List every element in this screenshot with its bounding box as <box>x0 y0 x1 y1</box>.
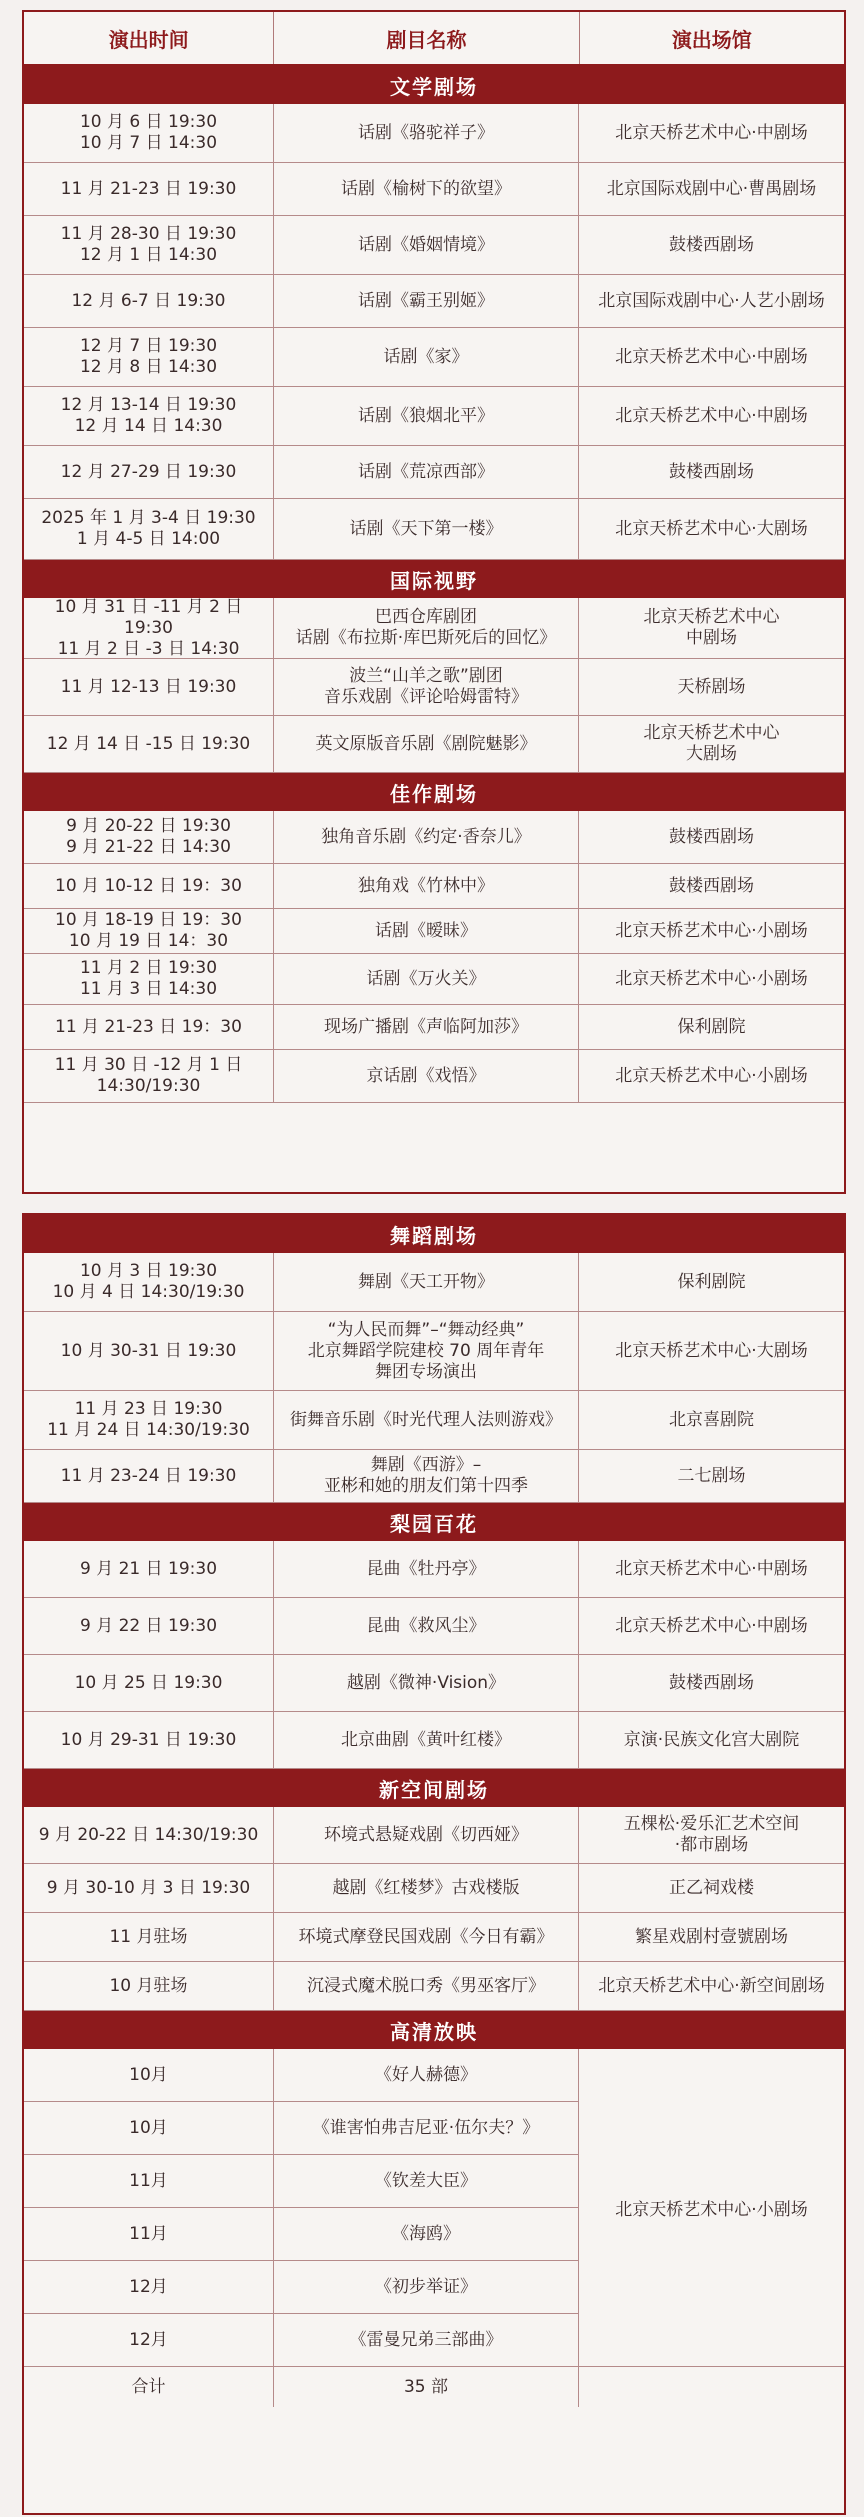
time-cell-line: 12 月 6-7 日 19:30 <box>71 290 226 311</box>
title-cell-line: 现场广播剧《声临阿加莎》 <box>324 1016 528 1037</box>
title-cell-line: 北京舞蹈学院建校 70 周年青年 <box>307 1340 545 1361</box>
venue-cell-line: 保利剧院 <box>677 1271 746 1292</box>
venue-cell-line: 正乙祠戏楼 <box>669 1877 754 1898</box>
table-row <box>24 1807 844 1864</box>
venue-cell-line: 北京天桥艺术中心·中剧场 <box>615 122 808 143</box>
title-cell: 《雷曼兄弟三部曲》 <box>274 2314 579 2366</box>
title-cell <box>274 1598 579 1654</box>
table-row <box>24 659 844 716</box>
time-cell <box>24 864 274 908</box>
venue-cell-line: 北京国际戏剧中心·人艺小剧场 <box>598 290 825 311</box>
title-cell: 《初步举证》 <box>274 2261 579 2313</box>
title-cell-line: 话剧《狼烟北平》 <box>358 405 494 426</box>
title-cell-line: 街舞音乐剧《时光代理人法则游戏》 <box>290 1409 562 1430</box>
time-cell <box>24 446 274 498</box>
venue-cell-line: 京演·民族文化宫大剧院 <box>623 1729 800 1750</box>
time-cell-line: 10 月 25 日 19:30 <box>74 1672 223 1693</box>
venue-cell-line: 大剧场 <box>686 744 737 764</box>
title-cell-line: 话剧《婚姻情境》 <box>358 234 494 255</box>
time-cell-line: 12 月 1 日 14:30 <box>79 245 218 265</box>
venue-cell-line: 繁星戏剧村壹號剧场 <box>635 1926 788 1947</box>
venue-cell <box>579 1712 844 1768</box>
table-row <box>24 1253 844 1312</box>
hd-screening-rows <box>24 2049 579 2367</box>
time-cell <box>24 163 274 215</box>
total-label: 合计 <box>24 2367 274 2407</box>
time-cell <box>24 659 274 715</box>
venue-cell-line: 北京天桥艺术中心·小剧场 <box>615 1065 808 1086</box>
title-cell <box>274 1712 579 1768</box>
title-cell <box>274 1962 579 2010</box>
total-value: 35 部 <box>274 2367 579 2407</box>
time-cell-line: 10 月 3 日 19:30 <box>79 1261 218 1281</box>
table-row <box>24 954 844 1005</box>
title-cell: 《谁害怕弗吉尼亚·伍尔夫？》 <box>274 2102 579 2154</box>
venue-cell-line: 鼓楼西剧场 <box>669 461 754 482</box>
section-rows-new-space <box>24 1807 844 2011</box>
time-cell-line: 14:30/19:30 <box>96 1076 201 1096</box>
table-row <box>24 163 844 216</box>
title-cell <box>274 1253 579 1311</box>
time-cell-line: 11 月驻场 <box>109 1926 188 1947</box>
venue-cell-line: 北京天桥艺术中心 <box>643 607 780 627</box>
venue-cell-line: 保利剧院 <box>677 1016 746 1037</box>
section-rows-international <box>24 598 844 773</box>
time-cell <box>24 1712 274 1768</box>
title-cell-line: 巴西仓库剧团 <box>375 607 477 627</box>
venue-cell <box>579 864 844 908</box>
table-row <box>24 1962 844 2011</box>
time-cell: 10月 <box>24 2102 274 2154</box>
title-cell-line: 话剧《天下第一楼》 <box>349 518 503 539</box>
title-cell <box>274 1541 579 1597</box>
title-cell-line: 舞剧《西游》– <box>370 1455 482 1475</box>
venue-cell-line: 鼓楼西剧场 <box>669 875 754 896</box>
time-cell <box>24 1807 274 1863</box>
time-cell-line: 11 月 24 日 14:30/19:30 <box>47 1420 250 1440</box>
venue-cell <box>579 1253 844 1311</box>
venue-cell-line: 北京喜剧院 <box>669 1409 754 1430</box>
table-row <box>24 1005 844 1050</box>
section-rows-opera <box>24 1541 844 1769</box>
title-cell <box>274 1312 579 1390</box>
header-venue: 演出场馆 <box>671 27 752 52</box>
venue-cell-line: 北京天桥艺术中心·中剧场 <box>615 346 808 367</box>
title-cell-line: 话剧《布拉斯·库巴斯死后的回忆》 <box>295 628 557 648</box>
time-cell-line: 9 月 21 日 19:30 <box>79 1558 218 1579</box>
venue-cell <box>579 1962 844 2010</box>
time-cell: 10月 <box>24 2049 274 2101</box>
table-row <box>24 2049 579 2102</box>
time-cell-line: 10 月 29-31 日 19:30 <box>60 1729 237 1750</box>
title-cell-line: 话剧《荒凉西部》 <box>358 461 494 482</box>
venue-cell-line: 北京天桥艺术中心·小剧场 <box>615 920 808 941</box>
venue-cell <box>579 163 844 215</box>
time-cell-line: 10 月 18-19 日 19：30 <box>55 910 242 930</box>
venue-cell <box>579 1005 844 1049</box>
total-blank <box>579 2367 844 2407</box>
hd-venue-cell: 北京天桥艺术中心·小剧场 <box>579 2049 844 2367</box>
title-cell-line: 话剧《万火关》 <box>366 968 486 989</box>
time-cell <box>24 499 274 559</box>
table-row <box>24 499 844 560</box>
time-cell-line: 11 月 23-24 日 19:30 <box>60 1465 237 1486</box>
title-cell-line: 话剧《榆树下的欲望》 <box>341 178 511 199</box>
title-cell <box>274 163 579 215</box>
header-title: 剧目名称 <box>274 12 579 64</box>
table-row <box>24 2208 579 2261</box>
table-row <box>24 1913 844 1962</box>
venue-cell-line: 鼓楼西剧场 <box>669 1672 754 1693</box>
time-cell-line: 12 月 13-14 日 19:30 <box>60 395 237 415</box>
time-cell <box>24 1913 274 1961</box>
title-cell <box>274 1050 579 1102</box>
title-cell <box>274 811 579 863</box>
title-cell-line: 昆曲《牡丹亭》 <box>366 1558 486 1579</box>
venue-cell-line: 五棵松·爱乐汇艺术空间 <box>623 1814 800 1834</box>
venue-cell <box>579 499 844 559</box>
title-cell: 《好人赫德》 <box>274 2049 579 2101</box>
section-title: 文学剧场 <box>24 66 844 104</box>
title-cell <box>274 1391 579 1449</box>
title-cell-line: 话剧《骆驼祥子》 <box>358 122 494 143</box>
title-cell-line: 京话剧《戏悟》 <box>366 1065 486 1086</box>
venue-cell-line: 鼓楼西剧场 <box>669 234 754 255</box>
venue-cell-line: 北京天桥艺术中心·小剧场 <box>615 968 808 989</box>
time-cell-line: 11 月 21-23 日 19：30 <box>55 1016 242 1037</box>
time-cell-line: 12 月 27-29 日 19:30 <box>60 461 237 482</box>
title-cell <box>274 387 579 445</box>
table-row <box>24 716 844 773</box>
time-cell-line: 9 月 20-22 日 14:30/19:30 <box>38 1824 259 1845</box>
venue-cell-line: ·都市剧场 <box>674 1835 749 1855</box>
title-cell-line: 舞团专场演出 <box>375 1361 477 1382</box>
time-cell <box>24 275 274 327</box>
venue-cell-line: 北京天桥艺术中心·中剧场 <box>615 1615 808 1636</box>
title-cell-line: 环境式悬疑戏剧《切西娅》 <box>324 1824 528 1845</box>
title-cell-line: 北京曲剧《黄叶红楼》 <box>341 1729 511 1750</box>
time-cell: 11月 <box>24 2208 274 2260</box>
time-cell-line: 9 月 20-22 日 19:30 <box>66 816 231 836</box>
time-cell-line: 11 月 23 日 19:30 <box>74 1399 223 1419</box>
title-cell-line: 亚彬和她的朋友们第十四季 <box>324 1476 528 1496</box>
venue-cell <box>579 1598 844 1654</box>
venue-cell <box>579 216 844 274</box>
section-title: 国际视野 <box>24 560 844 598</box>
venue-cell <box>579 387 844 445</box>
title-cell-line: 独角戏《竹林中》 <box>358 875 494 896</box>
section-rows-literature <box>24 104 844 560</box>
time-cell <box>24 216 274 274</box>
time-cell-line: 10 月 19 日 14：30 <box>68 931 229 951</box>
table-row <box>24 1655 844 1712</box>
title-cell <box>274 104 579 162</box>
time-cell-line: 12 月 7 日 19:30 <box>79 336 218 356</box>
title-cell: 《海鸥》 <box>274 2208 579 2260</box>
table-row <box>24 1541 844 1598</box>
table-row <box>24 1450 844 1503</box>
time-cell-line: 2025 年 1 月 3-4 日 19:30 <box>41 508 256 528</box>
venue-cell-line: 中剧场 <box>686 628 737 648</box>
time-cell <box>24 716 274 772</box>
title-cell <box>274 598 579 658</box>
table-row <box>24 1312 844 1391</box>
time-cell-line: 11 月 21-23 日 19:30 <box>60 178 237 199</box>
venue-cell <box>579 1541 844 1597</box>
time-cell <box>24 1598 274 1654</box>
time-cell <box>24 1962 274 2010</box>
venue-cell <box>579 1312 844 1390</box>
venue-cell <box>579 598 844 658</box>
venue-cell <box>579 716 844 772</box>
table-row <box>24 909 844 954</box>
time-cell <box>24 909 274 953</box>
venue-cell-line: 北京天桥艺术中心·中剧场 <box>615 1558 808 1579</box>
table-row <box>24 1598 844 1655</box>
time-cell <box>24 1450 274 1502</box>
time-cell: 12月 <box>24 2314 274 2366</box>
time-cell <box>24 954 274 1004</box>
title-cell <box>274 446 579 498</box>
time-cell <box>24 1312 274 1390</box>
time-cell <box>24 1655 274 1711</box>
hd-screening-block <box>24 2049 844 2367</box>
venue-cell-line: 北京国际戏剧中心·曹禺剧场 <box>606 178 817 199</box>
venue-cell-line: 北京天桥艺术中心 <box>643 723 780 743</box>
venue-cell <box>579 1391 844 1449</box>
title-cell <box>274 1005 579 1049</box>
time-cell-line: 10 月 30-31 日 19:30 <box>60 1340 237 1361</box>
time-cell-line: 12 月 14 日 14:30 <box>74 416 223 436</box>
title-cell <box>274 1913 579 1961</box>
venue-cell-line: 北京天桥艺术中心·新空间剧场 <box>598 1975 825 1996</box>
section-title: 佳作剧场 <box>24 773 844 811</box>
title-cell-line: 越剧《红楼梦》古戏楼版 <box>332 1877 520 1898</box>
time-cell-line: 10 月驻场 <box>109 1975 188 1996</box>
table-row <box>24 387 844 446</box>
time-cell-line: 10 月 7 日 14:30 <box>79 133 218 153</box>
time-cell-line: 11 月 2 日 19:30 <box>79 958 218 978</box>
table-row <box>24 216 844 275</box>
title-cell-line: 越剧《微神·Vision》 <box>346 1672 506 1693</box>
section-title: 梨园百花 <box>24 1503 844 1541</box>
venue-cell-line: 天桥剧场 <box>677 676 746 697</box>
time-cell-line: 11 月 28-30 日 19:30 <box>60 224 237 244</box>
title-cell-line: 独角音乐剧《约定·香奈儿》 <box>321 826 531 847</box>
time-cell-line: 10 月 31 日 -11 月 2 日 19:30 <box>54 596 243 638</box>
section-title: 高清放映 <box>24 2011 844 2049</box>
table-row <box>24 1050 844 1103</box>
title-cell <box>274 909 579 953</box>
venue-cell-line: 二七剧场 <box>677 1465 746 1486</box>
schedule-table-part-2 <box>22 1213 846 2515</box>
time-cell-line: 9 月 21-22 日 14:30 <box>66 837 231 857</box>
table-row <box>24 1864 844 1913</box>
venue-cell <box>579 1450 844 1502</box>
schedule-table-part-1 <box>22 10 846 1194</box>
venue-cell <box>579 954 844 1004</box>
title-cell: 《钦差大臣》 <box>274 2155 579 2207</box>
header-time: 演出时间 <box>24 12 274 64</box>
title-cell <box>274 1807 579 1863</box>
venue-cell-line: 北京天桥艺术中心·大剧场 <box>615 1340 808 1361</box>
table-header <box>24 12 844 66</box>
time-cell-line: 9 月 30-10 月 3 日 19:30 <box>46 1877 251 1898</box>
venue-cell <box>579 1864 844 1912</box>
table-row <box>24 2314 579 2367</box>
time-cell-line: 10 月 10-12 日 19：30 <box>55 875 242 896</box>
venue-cell <box>579 328 844 386</box>
table-row <box>24 446 844 499</box>
table-row <box>24 1712 844 1769</box>
title-cell-line: 波兰“山羊之歌”剧团 <box>349 666 503 686</box>
title-cell-line: 沉浸式魔术脱口秀《男巫客厅》 <box>307 1975 545 1996</box>
venue-cell <box>579 659 844 715</box>
venue-cell-line: 北京天桥艺术中心·大剧场 <box>615 518 808 539</box>
section-title: 舞蹈剧场 <box>24 1215 844 1253</box>
title-cell <box>274 659 579 715</box>
venue-cell <box>579 275 844 327</box>
title-cell-line: 话剧《暧昧》 <box>375 920 477 941</box>
table-row <box>24 328 844 387</box>
table-row <box>24 598 844 659</box>
title-cell-line: 英文原版音乐剧《剧院魅影》 <box>315 733 537 754</box>
time-cell <box>24 598 274 658</box>
time-cell <box>24 1005 274 1049</box>
venue-cell <box>579 811 844 863</box>
time-cell-line: 12 月 14 日 -15 日 19:30 <box>46 733 251 754</box>
table-row <box>24 811 844 864</box>
title-cell-line: 环境式摩登民国戏剧《今日有霸》 <box>298 1926 554 1947</box>
time-cell <box>24 104 274 162</box>
venue-cell-line: 北京天桥艺术中心·中剧场 <box>615 405 808 426</box>
venue-cell <box>579 1050 844 1102</box>
section-rows-dance <box>24 1253 844 1503</box>
time-cell-line: 11 月 2 日 -3 日 14:30 <box>57 638 240 659</box>
time-cell-line: 10 月 4 日 14:30/19:30 <box>52 1282 245 1302</box>
title-cell <box>274 216 579 274</box>
title-cell-line: 音乐戏剧《评论哈姆雷特》 <box>324 687 528 707</box>
title-cell <box>274 954 579 1004</box>
section-rows-masterpiece <box>24 811 844 1103</box>
venue-cell <box>579 1807 844 1863</box>
time-cell <box>24 1391 274 1449</box>
title-cell-line: 舞剧《天工开物》 <box>358 1271 494 1292</box>
title-cell-line: 话剧《家》 <box>383 346 469 367</box>
time-cell: 11月 <box>24 2155 274 2207</box>
time-cell-line: 10 月 6 日 19:30 <box>79 112 218 132</box>
venue-cell <box>579 446 844 498</box>
title-cell <box>274 864 579 908</box>
title-cell <box>274 716 579 772</box>
title-cell-line: 昆曲《救风尘》 <box>366 1615 486 1636</box>
time-cell-line: 11 月 3 日 14:30 <box>79 979 218 999</box>
title-cell-line: 话剧《霸王别姬》 <box>358 290 494 311</box>
time-cell <box>24 811 274 863</box>
time-cell-line: 12 月 8 日 14:30 <box>79 357 218 377</box>
venue-cell <box>579 104 844 162</box>
venue-cell <box>579 909 844 953</box>
time-cell <box>24 1050 274 1102</box>
section-title: 新空间剧场 <box>24 1769 844 1807</box>
table-row <box>24 2261 579 2314</box>
table-row <box>24 2155 579 2208</box>
venue-cell-line: 鼓楼西剧场 <box>669 826 754 847</box>
table-row <box>24 864 844 909</box>
table-row <box>24 275 844 328</box>
title-cell <box>274 1450 579 1502</box>
venue-cell <box>579 1655 844 1711</box>
time-cell-line: 11 月 12-13 日 19:30 <box>60 676 237 697</box>
title-cell <box>274 1864 579 1912</box>
title-cell <box>274 499 579 559</box>
time-cell-line: 9 月 22 日 19:30 <box>79 1615 218 1636</box>
time-cell-line: 1 月 4-5 日 14:00 <box>76 529 221 549</box>
title-cell-line: “为人民而舞”–“舞动经典” <box>327 1319 525 1340</box>
table-row <box>24 2102 579 2155</box>
table-row <box>24 1391 844 1450</box>
venue-cell <box>579 1913 844 1961</box>
time-cell <box>24 387 274 445</box>
title-cell <box>274 1655 579 1711</box>
total-row <box>24 2367 844 2407</box>
time-cell-line: 11 月 30 日 -12 月 1 日 <box>54 1055 243 1075</box>
time-cell <box>24 1541 274 1597</box>
table-row <box>24 104 844 163</box>
time-cell <box>24 1864 274 1912</box>
time-cell: 12月 <box>24 2261 274 2313</box>
time-cell <box>24 328 274 386</box>
time-cell <box>24 1253 274 1311</box>
title-cell <box>274 328 579 386</box>
title-cell <box>274 275 579 327</box>
